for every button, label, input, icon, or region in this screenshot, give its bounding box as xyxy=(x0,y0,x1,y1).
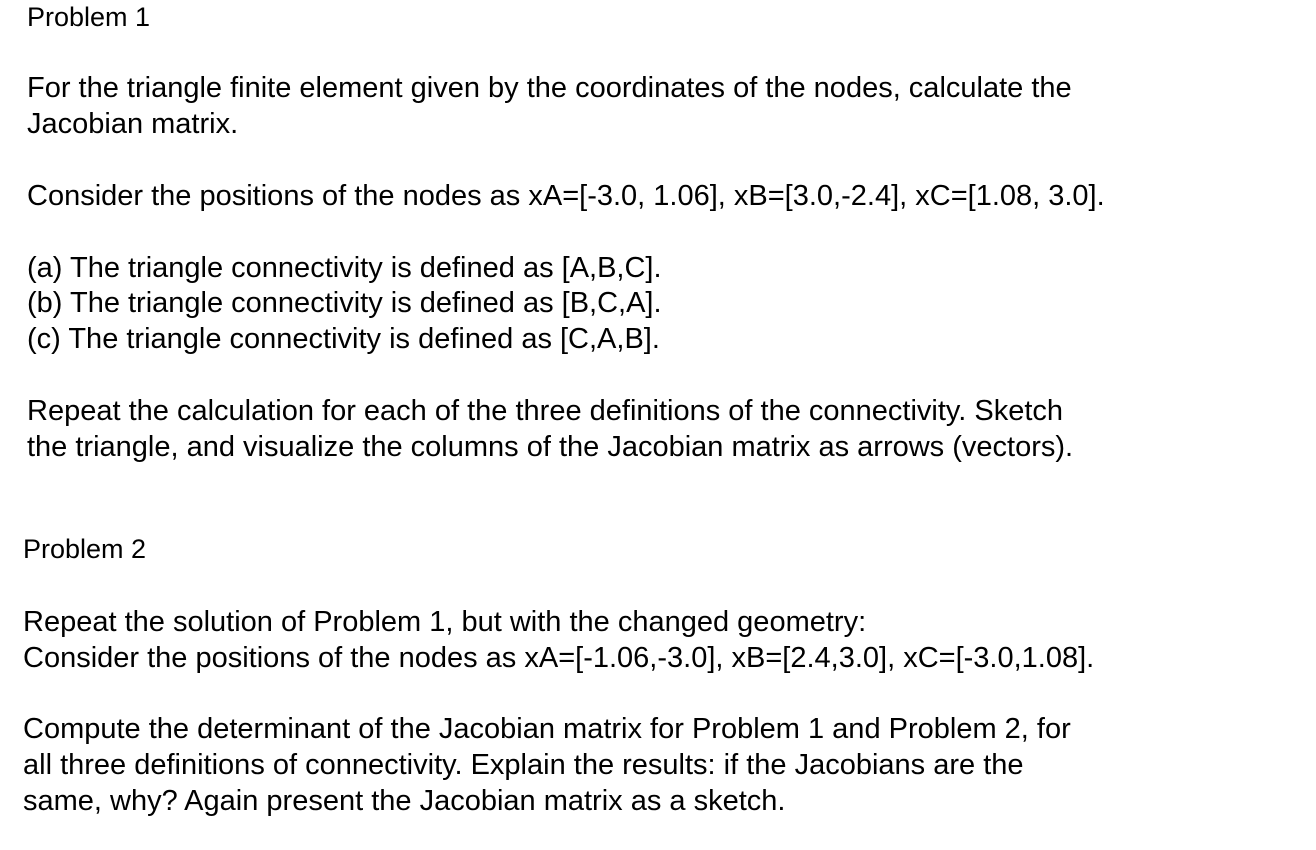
problem-1-case-b: (b) The triangle connectivity is defined as [B,C,A]. xyxy=(27,287,662,319)
problem-2-compute-line-2: all three definitions of connectivity. Explain the results: if the Jacobians are the xyxy=(23,749,1024,781)
problem-1-repeat-line-1: Repeat the calculation for each of the three definitions of the connectivity. Sketch xyxy=(27,395,1064,427)
problem-2-compute-line-1: Compute the determinant of the Jacobian matrix for Problem 1 and Problem 2, for xyxy=(23,713,1071,745)
problem-1-case-c: (c) The triangle connectivity is defined as [C,A,B]. xyxy=(27,323,660,355)
problem-1-repeat-line-2: the triangle, and visualize the columns of the Jacobian matrix as arrows (vectors). xyxy=(27,431,1074,463)
problem-1-case-a: (a) The triangle connectivity is defined as [A,B,C]. xyxy=(27,252,662,284)
problem-2-intro-line-1: Repeat the solution of Problem 1, but with the changed geometry: xyxy=(23,606,867,638)
problem-2-compute-line-3: same, why? Again present the Jacobian matrix as a sketch. xyxy=(23,785,786,817)
problem-1-intro-line-2: Jacobian matrix. xyxy=(27,108,239,140)
problem-1-heading: Problem 1 xyxy=(27,2,151,32)
problem-2-heading: Problem 2 xyxy=(23,534,147,564)
problem-2-node-positions: Consider the positions of the nodes as xA=[-1.06,-3.0], xB=[2.4,3.0], xC=[-3.0,1.08]. xyxy=(23,642,1095,674)
problem-1-intro-line-1: For the triangle finite element given by the coordinates of the nodes, calculate the xyxy=(27,72,1072,104)
problem-1-node-positions: Consider the positions of the nodes as xA=[-3.0, 1.06], xB=[3.0,-2.4], xC=[1.08, 3.0]. xyxy=(27,180,1105,212)
